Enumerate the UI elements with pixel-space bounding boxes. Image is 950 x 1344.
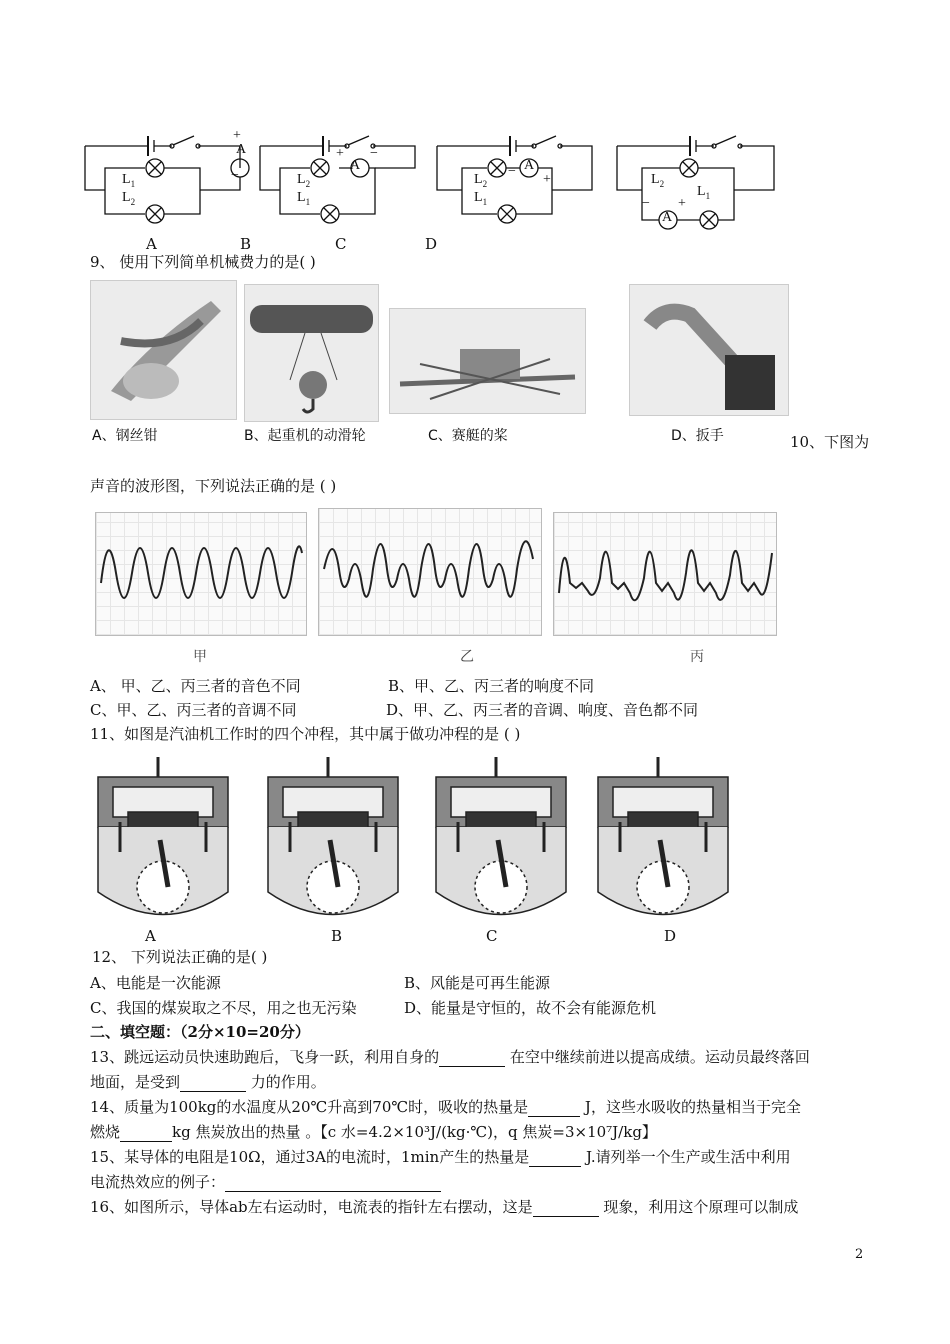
minus-sign: − (508, 164, 516, 179)
engine-label-a: A (145, 927, 156, 945)
ammeter-label: A (350, 158, 361, 173)
ammeter-label: A (524, 158, 535, 173)
answer-blank[interactable] (529, 1152, 581, 1167)
answer-blank[interactable] (180, 1077, 246, 1092)
lamp-label: $L_2$ (651, 172, 665, 189)
answer-blank[interactable] (439, 1052, 505, 1067)
wave-label-yi: 乙 (460, 649, 474, 665)
lamp-label: $L_2$ (297, 172, 311, 189)
engine-strokes (88, 752, 748, 942)
engine-label-d: D (664, 927, 677, 945)
q12-option-c: C、我国的煤炭取之不尽，用之也无污染 (90, 999, 357, 1017)
plus-sign: + (233, 128, 241, 143)
waveform-bing (553, 512, 777, 636)
lamp-label: $L_1$ (297, 190, 311, 207)
minus-sign: − (370, 146, 378, 161)
circuit-label-a: A (146, 235, 157, 253)
rowing-boat-photo (389, 308, 586, 414)
q10-option-b: B、甲、乙、丙三者的响度不同 (388, 677, 595, 695)
circuit-d (617, 136, 774, 229)
waveform-jia (95, 512, 307, 636)
lamp-label: $L_2$ (122, 190, 136, 207)
circuit-a (85, 136, 249, 223)
option-c-label: C、赛艇的桨 (428, 428, 508, 444)
answer-blank[interactable] (528, 1102, 580, 1117)
lamp-label: $L_1$ (474, 190, 488, 207)
plus-sign: + (678, 196, 686, 211)
option-b-label: B、起重机的动滑轮 (244, 428, 366, 444)
answer-blank[interactable] (120, 1127, 172, 1142)
question-9: 9、 使用下列简单机械费力的是( ) (90, 253, 316, 271)
section-heading: 二、填空题：（2分×10=20分） (90, 1023, 310, 1041)
question-10: 声音的波形图，下列说法正确的是 ( ) (90, 477, 337, 495)
engine-label-c: C (486, 927, 498, 945)
q12-option-d: D、能量是守恒的，故不会有能源危机 (404, 999, 657, 1017)
plus-sign: + (336, 146, 344, 161)
q12-option-a: A、电能是一次能源 (90, 974, 221, 992)
engine-label-b: B (331, 927, 343, 945)
question-10-start: 10、下图为 (790, 433, 870, 451)
circuit-diagrams (80, 128, 780, 240)
answer-blank[interactable] (533, 1202, 599, 1217)
q10-option-c: C、甲、乙、丙三者的音调不同 (90, 701, 297, 719)
question-13-line1: 13、跳远运动员快速助跑后，飞身一跃，利用自身的 在空中继续前进以提高成绩。运动员最终落回 (90, 1048, 810, 1066)
crane-pulley-photo (244, 284, 379, 422)
circuit-label-d: D (425, 235, 438, 253)
question-11: 11、如图是汽油机工作时的四个冲程，其中属于做功冲程的是 ( ) (90, 725, 521, 743)
question-15-line2: 电流热效应的例子： (90, 1172, 441, 1192)
option-a-label: A、钢丝钳 (92, 428, 158, 444)
lamp-label: $L_2$ (474, 172, 488, 189)
circuit-label-c: C (335, 235, 347, 253)
ammeter-label: A (236, 142, 247, 157)
page-number: 2 (855, 1247, 864, 1262)
plus-sign: + (543, 172, 551, 187)
waveform-yi (318, 508, 542, 636)
circuit-label-b: B (240, 235, 252, 253)
wave-label-jia: 甲 (193, 649, 207, 665)
question-12: 12、 下列说法正确的是( ) (92, 948, 268, 966)
question-16-line1: 16、如图所示，导体ab左右运动时，电流表的指针左右摆动，这是 现象，利用这个原理可以制成 (90, 1198, 799, 1216)
option-d-label: D、扳手 (671, 428, 724, 444)
q10-option-a: A、 甲、乙、丙三者的音色不同 (90, 677, 301, 695)
wrench-photo (629, 284, 789, 416)
wave-label-bing: 丙 (690, 649, 704, 665)
q12-option-b: B、风能是可再生能源 (404, 974, 551, 992)
answer-blank[interactable] (225, 1177, 441, 1192)
lamp-label: $L_1$ (697, 184, 711, 201)
ammeter-label: A (662, 210, 673, 225)
lamp-label: $L_1$ (122, 172, 136, 189)
question-13-line2: 地面，是受到 力的作用。 (90, 1073, 326, 1091)
question-15-line1: 15、某导体的电阻是10Ω，通过3A的电流时，1min产生的热量是 J.请列举一个生产或生活中利用 (90, 1148, 791, 1166)
question-14-line2: 燃烧 kg 焦炭放出的热量 。【c 水=4.2×10³J/(kg·℃)，q 焦炭=3×10⁷J/kg】 (90, 1123, 657, 1141)
minus-sign: − (231, 168, 239, 183)
minus-sign: − (642, 196, 650, 211)
question-14-line1: 14、质量为100kg的水温度从20℃升高到70℃时，吸收的热量是 J，这些水吸收的热量相当于完全 (90, 1098, 801, 1116)
pliers-photo (90, 280, 237, 420)
q10-option-d: D、甲、乙、丙三者的音调、响度、音色都不同 (386, 701, 699, 719)
